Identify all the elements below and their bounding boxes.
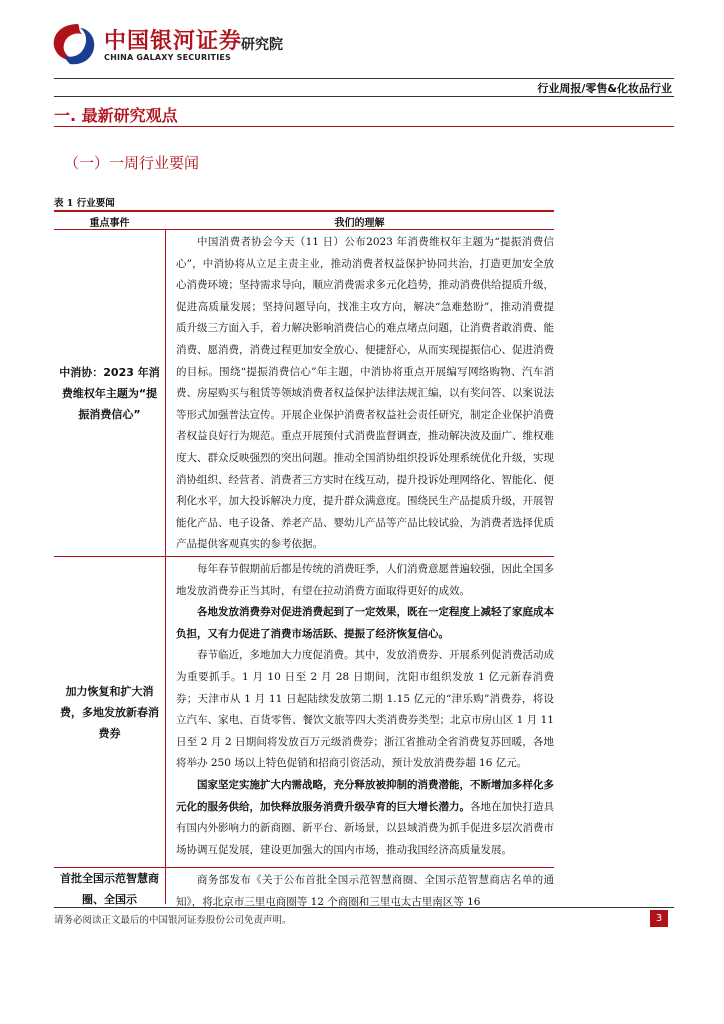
paragraph-bold-lead: 国家坚定实施扩大内需战略，充分释放被抑制的消费潜能，不断增加多样化多元化的服务供给，加快释放服务消费升级孕育的巨大增长潜力。: [176, 778, 554, 813]
table-row: [54, 230, 554, 557]
paragraph: 春节临近，多地加大力度促消费。其中，发放消费券、开展系列促消费活动成为重要抓手。1 月 10 日至 2 月 28 日期间，沈阳市组织发放 1 亿元新春消费券；天津市从 1 月 11 日起陆续发放第二期 1.15 亿元的“津乐购”消费券，将设立汽车、家电、百货零售、餐饮文旅等四大类消费券类型；北京市房山区 1 月 11 日至 2 月 2 日期间将发放百万元级消费券；浙江省推动全省消费复苏回暖，各地将举办 250 场以上特色促销和招商引资活动，预计发放消费券超 16 亿元。: [176, 649, 554, 770]
column-header-event: 重点事件: [89, 218, 130, 229]
paragraph: 中国消费者协会今天（11 日）公布2023 年消费维权年主题为“提振消费信心”，中消协将从立足主责主业，推动消费者权益保护协同共治，打造更加安全放心消费环境；坚持需求导向，顺应消费需求多元化趋势，推动消费供给提质升级，促进高质量发展；坚持问题导向，找准主攻方向，解决“急难愁盼”，推动消费提质升级三方面入手，着力解决影响消费信心的难点堵点问题，让消费者敢消费、能消费、愿消费，消费过程更加安全放心、便捷舒心，从而实现提振信心、促进消费的目标。围绕“提振消费信心”年主题，中消协将重点开展编写网络购物、汽车消费、房屋购买与租赁等领域消费者权益保护法律法规汇编，以有奖问答、以案说法等形式加强普法宣传。开展企业保护消费者权益社会责任研究，制定企业保护消费者权益良好行为规范。重点开展预付式消费监督调查，推动解决波及面广、维权难度大、群众反映强烈的突出问题。推动全国消协组织投诉处理系统优化升级，实现消协组织、经营者、消费者三方实时在线互动，提升投诉处理网络化、智能化、便利化水平，加大投诉解决力度，提升群众满意度。围绕民生产品提质升级，开展智能化产品、电子设备、养老产品、婴幼儿产品等产品比较试验，为消费者选择优质产品提供客观真实的参考依据。: [176, 236, 554, 551]
header-divider: [54, 78, 674, 79]
brand-name-en: CHINA GALAXY SECURITIES: [104, 53, 231, 62]
galaxy-logo-icon: [48, 20, 98, 68]
paragraph: 商务部发布《关于公布首批全国示范智慧商圈、全国示范智慧商店名单的通知》，将北京市三里屯商圈等 12 个商圈和三里屯太古里南区等 16: [176, 874, 554, 908]
subsection-heading: （一）一周行业要闻: [64, 154, 200, 172]
news-table: [54, 210, 554, 908]
row-body: [165, 557, 554, 867]
paragraph-mixed: [176, 775, 554, 861]
row-label: 中消协：2023 年消费维权年主题为“提振消费信心”: [59, 365, 160, 421]
page-header: [0, 0, 724, 100]
table-row: [54, 868, 554, 908]
row-label: 加力恢复和扩大消费，多地发放新春消费券: [60, 684, 159, 740]
paragraph-bold: 各地发放消费券对促进消费起到了一定效果，既在一定程度上减轻了家庭成本负担，又有力促进了消费市场活跃、提振了经济恢复信心。: [176, 606, 554, 640]
report-category: 行业周报/零售&化妆品行业: [537, 82, 672, 95]
header-divider-lower: [54, 96, 674, 97]
row-body: [165, 868, 554, 908]
section-heading: 一. 最新研究观点: [54, 106, 178, 125]
footer-divider: [54, 907, 674, 908]
column-header-understanding: 我们的理解: [334, 218, 385, 229]
table-header: [54, 212, 554, 230]
brand-name-cn: 中国银河证券: [104, 29, 243, 54]
table-row: [54, 557, 554, 868]
section-divider: [54, 126, 674, 127]
paragraph: 每年春节假期前后都是传统的消费旺季，人们消费意愿普遍较强，因此全国多地发放消费券正当其时，有望在拉动消费方面取得更好的成效。: [176, 563, 554, 597]
disclaimer-text: 请务必阅读正文最后的中国银河证券股份公司免责声明。: [54, 915, 292, 926]
paragraph-tail: 各地在加快打造具有国内外影响力的新商圈、新平台、新场景，以县域消费为抓手促进多层次消费市场协调互促发展，建设更加强大的国内市场，推动我国经济高质量发展。: [176, 800, 554, 856]
page-number: 3: [650, 910, 668, 927]
table-caption: 表 1 行业要闻: [54, 198, 115, 209]
row-body: [165, 230, 554, 556]
row-label: 首批全国示范智慧商圈、全国示: [60, 872, 159, 906]
brand-subtitle: 研究院: [241, 37, 283, 53]
